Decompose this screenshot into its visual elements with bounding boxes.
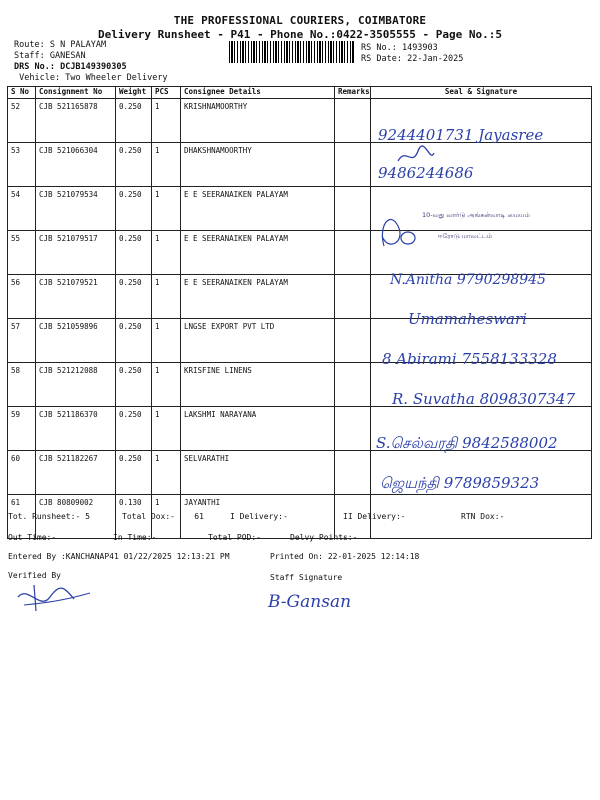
route-line [14,40,168,51]
col-sno: S No [8,87,36,99]
total-pod: Total POD:- [208,533,261,542]
col-signature: Seal & Signature [371,87,592,99]
printed-on-label: Printed On: [270,552,323,561]
verifier-signature [14,583,94,613]
table-row [8,143,592,187]
cell-consignment-no: CJB 521066304 [36,143,116,187]
table-header-row [8,87,592,99]
cell-remarks [335,363,371,407]
cell-weight: 0.250 [116,451,152,495]
stamp-line-2: ஈரோடு மாவட்டம் [438,232,493,240]
sign-53: 9486244686 [378,164,474,182]
staff-signature: B-Gansan [268,592,352,612]
cell-weight: 0.250 [116,407,152,451]
rtn-dox: RTN Dox:- [461,512,505,521]
printed-on [270,552,419,562]
sign-59: R. Suvatha 8098307347 [392,390,576,408]
cell-consignee: LNGSE EXPORT PVT LTD [181,319,335,363]
cell-pcs: 1 [152,319,181,363]
total-dox-label: Total Dox:- [122,512,175,521]
cell-weight: 0.250 [116,363,152,407]
cell-consignee: DHAKSHNAMOORTHY [181,143,335,187]
cell-consignment-no: CJB 80809002 [36,495,116,539]
drs-line [14,62,168,73]
col-weight: Weight [116,87,152,99]
cell-weight: 0.130 [116,495,152,539]
rs-date-label: RS Date: [361,54,402,64]
col-consignment: Consignment No [36,87,116,99]
seal-stamp [374,206,584,252]
cell-sno: 59 [8,407,36,451]
cell-pcs: 1 [152,451,181,495]
header-right [361,43,463,65]
cell-consignment-no: CJB 521079521 [36,275,116,319]
route-value: S N PALAYAM [49,40,107,50]
rs-no-value: 1493903 [401,43,438,53]
sign-61: ஜெயந்தி 9789859323 [380,474,540,492]
total-dox [122,512,204,522]
runsheet-subtitle: Delivery Runsheet - P41 - Phone No.:0422-3505555 - Page No.:5 [98,28,502,41]
cell-weight: 0.250 [116,275,152,319]
sign-56: N.Anitha 9790298945 [390,272,546,288]
in-time: In Time:- [113,533,157,542]
rs-no-label: RS No.: [361,43,397,53]
cell-consignee: E E SEERANAIKEN PALAYAM [181,275,335,319]
staff-value: GANESAN [49,51,86,61]
cell-consignee: JAYANTHI [181,495,335,539]
cell-pcs: 1 [152,187,181,231]
cell-consignee: KRISFINE LINENS [181,363,335,407]
entered-by [8,552,230,562]
col-pcs: PCS [152,87,181,99]
signature-scribble-53 [396,145,436,167]
printed-on-value: 22-01-2025 12:14:18 [327,552,420,561]
drs-label: DRS No.: [14,62,55,72]
cell-consignment-no: CJB 521079517 [36,231,116,275]
company-title: THE PROFESSIONAL COURIERS, COIMBATORE [173,14,427,27]
i-delivery: I Delivery:- [230,512,288,521]
cell-weight: 0.250 [116,319,152,363]
cell-consignment-no: CJB 521059896 [36,319,116,363]
cell-weight: 0.250 [116,187,152,231]
staff-label: Staff: [14,51,45,61]
verified-by: Verified By [8,571,61,580]
cell-sno: 52 [8,99,36,143]
out-time: Out Time:- [8,533,57,542]
cell-pcs: 1 [152,363,181,407]
vehicle-label: Vehicle: [19,73,61,83]
cell-sno: 55 [8,231,36,275]
cell-consignment-no: CJB 521079534 [36,187,116,231]
cell-pcs: 1 [152,231,181,275]
staff-signature-label: Staff Signature [270,573,343,582]
cell-pcs: 1 [152,143,181,187]
cell-sno: 60 [8,451,36,495]
sign-60: S.செல்வரதி 9842588002 [376,434,558,452]
entered-by-label: Entered By : [8,552,66,561]
cell-remarks [335,319,371,363]
cell-consignee: LAKSHMI NARAYANA [181,407,335,451]
cell-consignment-no: CJB 521212088 [36,363,116,407]
tot-runsheet-value: 5 [85,512,90,521]
cell-consignment-no: CJB 521182267 [36,451,116,495]
cell-consignment-no: CJB 521165878 [36,99,116,143]
cell-pcs: 1 [152,99,181,143]
cell-sno: 61 [8,495,36,539]
entered-by-value: KANCHANAP41 01/22/2025 12:13:21 PM [65,552,230,561]
col-remarks: Remarks [335,87,371,99]
cell-remarks [335,187,371,231]
cell-remarks [335,231,371,275]
cell-pcs: 1 [152,495,181,539]
cell-weight: 0.250 [116,143,152,187]
cell-consignment-no: CJB 521186370 [36,407,116,451]
ii-delivery: II Delivery:- [343,512,406,521]
staff-line [14,51,168,62]
route-label: Route: [14,40,45,50]
total-dox-value: 61 [194,512,204,521]
rs-date-value: 22-Jan-2025 [407,54,464,64]
sign-52: 9244401731 Jayasree [378,126,544,144]
vehicle-line [14,73,168,84]
header-left [14,40,168,84]
cell-remarks [335,143,371,187]
cell-sno: 57 [8,319,36,363]
drs-value: DCJB149390305 [60,62,127,72]
cell-remarks [335,407,371,451]
barcode [229,41,355,63]
tot-runsheet-label: Tot. Runsheet:- [8,512,81,521]
cell-sno: 56 [8,275,36,319]
col-consignee: Consignee Details [181,87,335,99]
cell-sno: 58 [8,363,36,407]
cell-remarks [335,451,371,495]
cell-consignee: E E SEERANAIKEN PALAYAM [181,231,335,275]
cell-pcs: 1 [152,407,181,451]
cell-weight: 0.250 [116,99,152,143]
cell-pcs: 1 [152,275,181,319]
cell-remarks [335,99,371,143]
cell-sno: 54 [8,187,36,231]
delvy-points: Delvy Points:- [290,533,358,542]
sign-57: Umamaheswari [408,310,527,328]
cell-sno: 53 [8,143,36,187]
sign-58: 8 Abirami 7558133328 [382,350,557,368]
stamp-line-1: 10-வது வார்டு அங்கன்வாடி மையம் [422,211,530,219]
cell-consignee: E E SEERANAIKEN PALAYAM [181,187,335,231]
rs-date-line [361,54,463,65]
cell-consignee: KRISHNAMOORTHY [181,99,335,143]
rs-no-line [361,43,463,54]
cell-weight: 0.250 [116,231,152,275]
cell-consignee: SELVARATHI [181,451,335,495]
cell-remarks [335,275,371,319]
vehicle-value: Two Wheeler Delivery [65,73,168,83]
tot-runsheet [8,512,90,522]
